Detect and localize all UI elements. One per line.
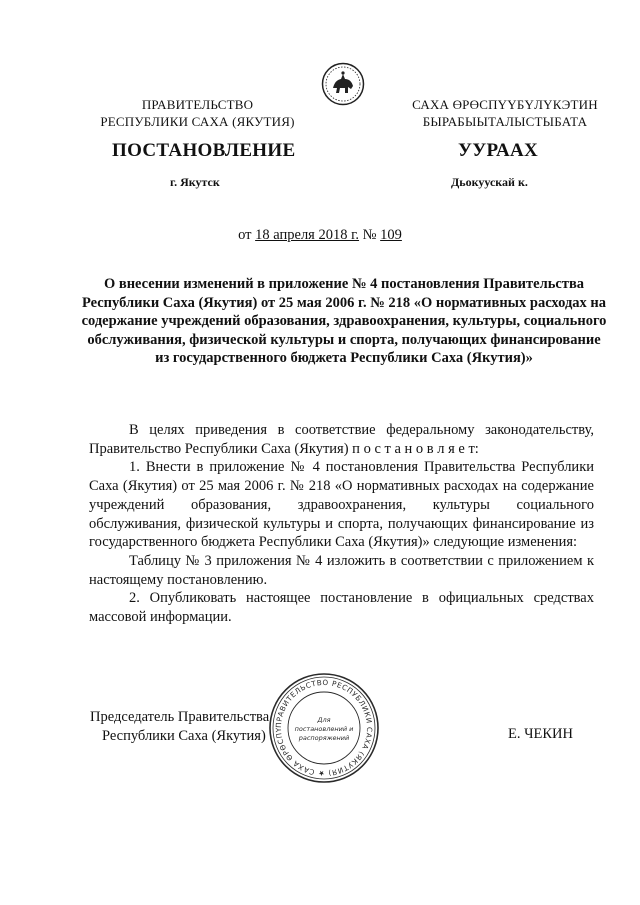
document-subject: О внесении изменений в приложение № 4 постановления Правительства Республики Саха (Якутия) от 25 мая 2006 г. № 218 «О нормативных расходах на содержание учреждений образования, здравоохранения, культуры, социального обслуживания, физической культуры и спорта, получающих финансирование из государственного бюджета Республики Саха (Якутия)» — [81, 276, 607, 366]
doc-type-russian: ПОСТАНОВЛЕНИЕ — [112, 140, 296, 161]
body-paragraph-preamble: В целях приведения в соответствие федеральному законодательству, Правительство Республики Саха (Якутия) п о с т а н о в л я е т: — [89, 422, 594, 457]
seal-center-line2: постановлений и — [294, 725, 354, 733]
government-name-russian — [90, 96, 305, 130]
city-russian: г. Якутск — [170, 175, 220, 189]
document-number: 109 — [380, 227, 402, 243]
gov-name-yakut-line1: САХА ӨРӨСПҮҮБҮЛҮКЭТИН — [412, 97, 598, 112]
doc-type-yakut: УУРААХ — [458, 140, 539, 161]
coat-of-arms-icon — [321, 62, 365, 106]
seal-center-line3: распоряжений — [298, 734, 350, 742]
signatory-name: Е. ЧЕКИН — [508, 726, 574, 742]
body-paragraph-table: Таблицу № 3 приложения № 4 изложить в соответствии с приложением к настоящему постановлению. — [89, 552, 594, 588]
official-seal — [268, 672, 380, 784]
gov-name-line1: ПРАВИТЕЛЬСТВО — [141, 97, 254, 112]
seal-center-line1: Для — [317, 716, 331, 724]
signatory-position-line1: Председатель Правительства — [90, 709, 270, 725]
seal-ring-text: ПРАВИТЕЛЬСТВО РЕСПУБЛИКИ САХА (ЯКУТИЯ) ★ САХА ӨРӨСПҮ — [273, 677, 375, 779]
gov-name-yakut-line2: БЫРАБЫЫТАЛЫСТЫБАТА — [422, 114, 588, 129]
number-sign: № — [362, 227, 377, 243]
body-paragraph-item-1: 1. Внести в приложение № 4 постановления Правительства Республики Саха (Якутия) от 25 мая 2006 г. № 218 «О нормативных расходах на содержание учреждений образования, здравоохранения, культуры социального обслуживания, физической культуры и спорта, получающих финансирование из государственного бюджета Республики Саха (Якутия)» следующие изменения: — [89, 459, 594, 551]
date-prefix: от — [238, 227, 252, 243]
document-body — [89, 421, 594, 627]
document-date: 18 апреля 2018 г. — [255, 227, 360, 243]
gov-name-line2: РЕСПУБЛИКИ САХА (ЯКУТИЯ) — [100, 114, 295, 129]
signatory-position — [90, 708, 269, 745]
city-yakut: Дьокуускай к. — [451, 175, 528, 189]
body-paragraph-item-2: 2. Опубликовать настоящее постановление в официальных средствах массовой информации. — [89, 590, 594, 626]
government-name-yakut — [380, 96, 630, 130]
date-line — [0, 227, 640, 244]
signatory-position-line2: Республики Саха (Якутия) — [102, 727, 266, 744]
